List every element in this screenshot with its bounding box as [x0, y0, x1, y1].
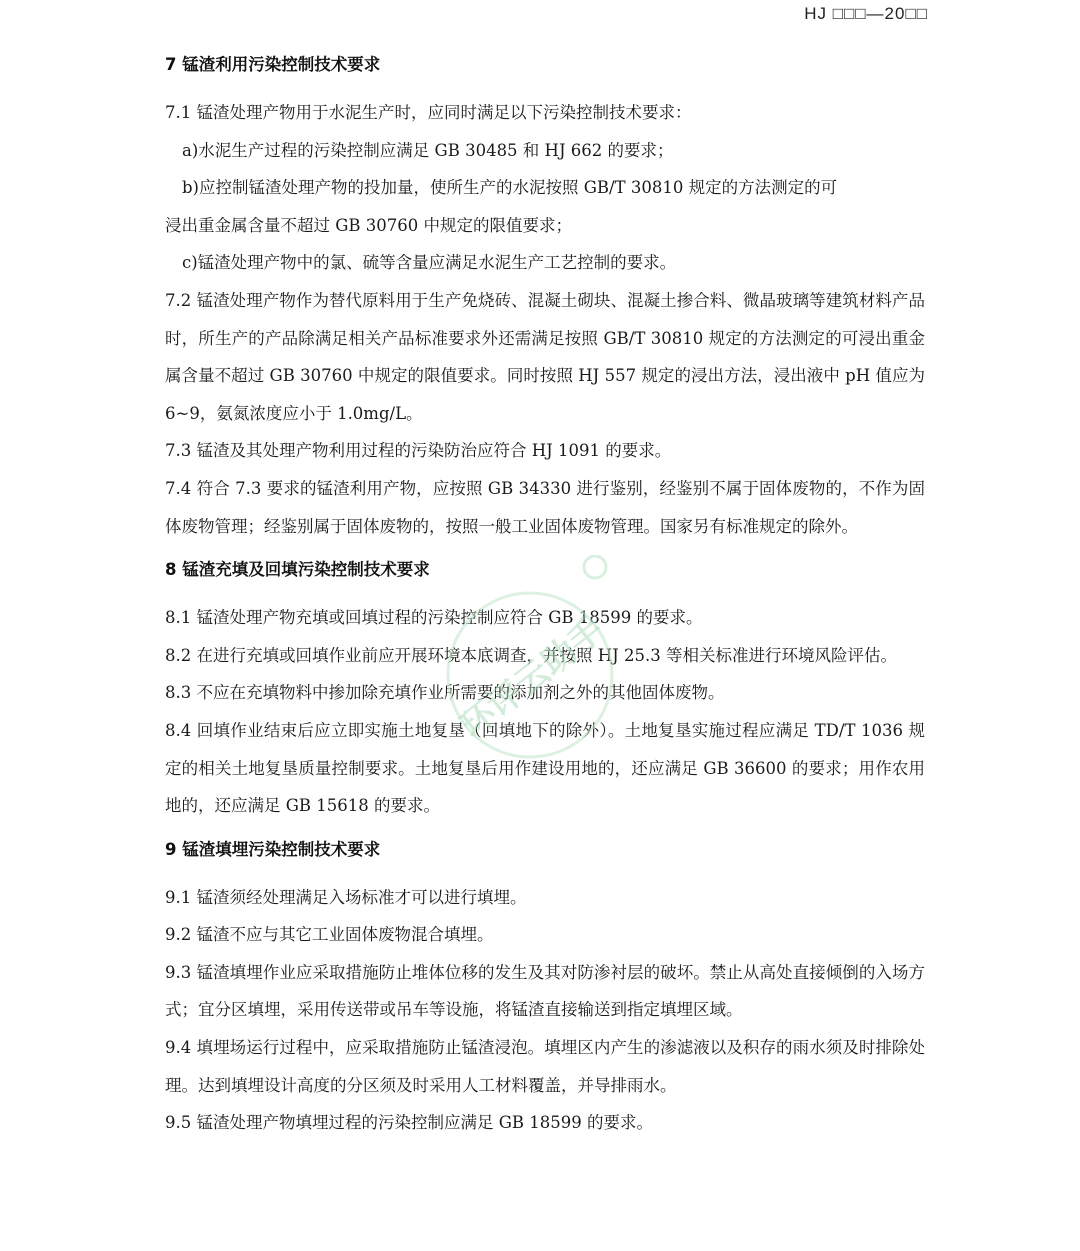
section-8-heading: 8 锰渣充填及回填污染控制技术要求 [165, 560, 430, 580]
section-7-heading: 7 锰渣利用污染控制技术要求 [165, 55, 381, 74]
document-body [165, 52, 925, 1142]
clause-9-1: 9.1 锰渣须经处理满足入场标准才可以进行填埋。 [165, 887, 527, 907]
clause-7-1: 7.1 锰渣处理产物用于水泥生产时，应同时满足以下污染控制技术要求： [165, 103, 692, 122]
standard-code: HJ □□□—20□□ [804, 4, 928, 23]
clause-7-2: 7.2 锰渣处理产物作为替代原料用于生产免烧砖、混凝土砌块、混凝土掺合料、微晶玻璃等建筑材料产品时，所生产的产品除满足相关产品标准要求外还需满足按照 GB/T 30810 规定的方法测定的可浸出重金属含量不超过 GB 30760 中规定的限值要求。同时按照 HJ 557 规定的浸出方法，浸出液中 pH 值应为 6~9，氨氮浓度应小于 1.0mg/L。 [165, 290, 925, 423]
clause-7-1-a: a)水泥生产过程的污染控制应满足 GB 30485 和 HJ 662 的要求； [182, 140, 674, 160]
clause-7-1-c: c)锰渣处理产物中的氯、硫等含量应满足水泥生产工艺控制的要求。 [182, 253, 677, 273]
clause-8-2: 8.2 在进行充填或回填作业前应开展环境本底调查，并按照 HJ 25.3 等相关标准进行环境风险评估。 [165, 645, 897, 665]
section-9-heading: 9 锰渣填埋污染控制技术要求 [165, 839, 381, 859]
clause-9-3: 9.3 锰渣填埋作业应采取措施防止堆体位移的发生及其对防渗衬层的破坏。禁止从高处直接倾倒的入场方式；宜分区填埋，采用传送带或吊车等设施，将锰渣直接输送到指定填埋区域。 [165, 962, 925, 1020]
clause-8-1: 8.1 锰渣处理产物充填或回填过程的污染控制应符合 GB 18599 的要求。 [165, 608, 703, 628]
clause-8-3: 8.3 不应在充填物料中掺加除充填作业所需要的添加剂之外的其他固体废物。 [165, 683, 725, 703]
clause-9-4: 9.4 填埋场运行过程中，应采取措施防止锰渣浸泡。填埋区内产生的渗滤液以及积存的雨水须及时排除处理。达到填埋设计高度的分区须及时采用人工材料覆盖，并导排雨水。 [165, 1038, 925, 1095]
brand-logo-icon [8, 1216, 52, 1244]
clause-8-4: 8.4 回填作业结束后应立即实施土地复垦（回填地下的除外）。土地复垦实施过程应满足 TD/T 1036 规定的相关土地复垦质量控制要求。土地复垦后用作建设用地的，还应满足 GB 36600 的要求；用作农用地的，还应满足 GB 15618 的要求。 [165, 720, 925, 816]
clause-7-4: 7.4 符合 7.3 要求的锰渣利用产物，应按照 GB 34330 进行鉴别，经鉴别不属于固体废物的，不作为固体废物管理；经鉴别属于固体废物的，按照一般工业固体废物管理。国家另有标准规定的除外。 [165, 478, 925, 536]
brand-logo [8, 1215, 138, 1244]
watermark-text: 环评云助手 [453, 610, 612, 747]
clause-9-5: 9.5 锰渣处理产物填埋过程的污染控制应满足 GB 18599 的要求。 [165, 1113, 654, 1133]
clause-7-1-b-line1: b)应控制锰渣处理产物的投加量，使所生产的水泥按照 GB/T 30810 规定的方法测定的可 [182, 178, 838, 198]
clause-7-3: 7.3 锰渣及其处理产物利用过程的污染防治应符合 HJ 1091 的要求。 [165, 441, 672, 461]
clause-9-2: 9.2 锰渣不应与其它工业固体废物混合填埋。 [165, 925, 494, 945]
clause-7-1-b-line2: 浸出重金属含量不超过 GB 30760 中规定的限值要求； [165, 215, 573, 235]
brand-name: 大数跨境 [58, 1219, 138, 1243]
